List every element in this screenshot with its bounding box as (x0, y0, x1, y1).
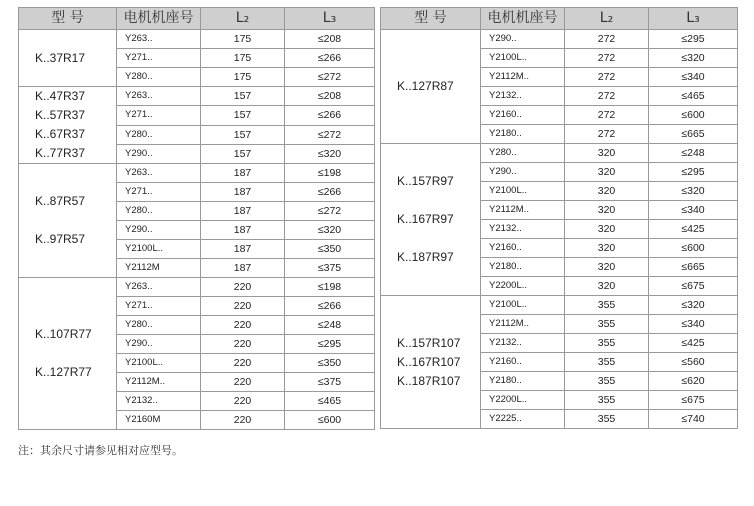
l3-cell: ≤620 (649, 372, 738, 391)
motor-frame-cell: Y271.. (117, 106, 201, 125)
model-name: K..67R37 (35, 127, 86, 141)
l2-cell: 187 (201, 164, 285, 183)
motor-frame-cell: Y2100L.. (481, 49, 565, 68)
l3-cell: ≤465 (649, 87, 738, 106)
l2-cell: 320 (565, 258, 649, 277)
l2-cell: 320 (565, 163, 649, 182)
l2-cell: 320 (565, 201, 649, 220)
l2-cell: 220 (201, 392, 285, 411)
table-row (19, 30, 375, 49)
motor-frame-cell: Y2112M (117, 259, 201, 278)
l2-cell: 355 (565, 315, 649, 334)
l3-cell: ≤320 (649, 182, 738, 201)
l3-cell: ≤320 (285, 144, 375, 163)
l2-cell: 355 (565, 353, 649, 372)
table-row (381, 296, 738, 315)
motor-frame-cell: Y2225.. (481, 410, 565, 429)
table-row (19, 278, 375, 297)
model-name: K..47R37 (35, 89, 86, 103)
l3-cell: ≤425 (649, 334, 738, 353)
motor-frame-cell: Y290.. (481, 30, 565, 49)
motor-frame-cell: Y2100L.. (117, 240, 201, 259)
l3-cell: ≤600 (285, 411, 375, 430)
motor-frame-cell: Y290.. (117, 335, 201, 354)
l2-cell: 220 (201, 316, 285, 335)
motor-frame-cell: Y2112M.. (117, 373, 201, 392)
l3-cell: ≤198 (285, 278, 375, 297)
l3-cell: ≤208 (285, 87, 375, 106)
motor-frame-cell: Y2132.. (481, 334, 565, 353)
l2-cell: 272 (565, 125, 649, 144)
motor-frame-cell: Y263.. (117, 278, 201, 297)
motor-frame-cell: Y280.. (117, 202, 201, 221)
model-cell (381, 144, 481, 296)
l2-cell: 187 (201, 202, 285, 221)
l3-cell: ≤295 (285, 335, 375, 354)
l3-cell: ≤375 (285, 259, 375, 278)
model-name: K..157R107 (397, 335, 461, 350)
l3-cell: ≤320 (649, 296, 738, 315)
motor-frame-cell: Y2180.. (481, 372, 565, 391)
model-cell (19, 164, 117, 278)
motor-frame-cell: Y263.. (117, 164, 201, 183)
l3-cell: ≤295 (649, 163, 738, 182)
l2-cell: 355 (565, 391, 649, 410)
table-body (19, 30, 375, 430)
l2-cell: 175 (201, 68, 285, 87)
l2-cell: 220 (201, 297, 285, 316)
l2-cell: 220 (201, 411, 285, 430)
motor-frame-cell: Y2200L.. (481, 277, 565, 296)
l3-cell: ≤665 (649, 258, 738, 277)
l3-cell: ≤675 (649, 277, 738, 296)
l2-cell: 187 (201, 183, 285, 202)
l3-cell: ≤560 (649, 353, 738, 372)
motor-frame-cell: Y263.. (117, 87, 201, 106)
model-cell (19, 87, 117, 164)
l2-cell: 320 (565, 144, 649, 163)
dimension-table-left (18, 7, 375, 430)
l2-cell: 157 (201, 144, 285, 163)
table-body (381, 30, 738, 429)
l3-cell: ≤266 (285, 183, 375, 202)
l3-cell: ≤266 (285, 49, 375, 68)
model-spacer (397, 191, 480, 210)
motor-frame-cell: Y271.. (117, 297, 201, 316)
header-l3: L₃ (649, 8, 738, 30)
motor-frame-cell: Y290.. (117, 221, 201, 240)
l2-cell: 220 (201, 373, 285, 392)
model-name: K..167R107 (397, 354, 461, 369)
motor-frame-cell: Y2160.. (481, 353, 565, 372)
l2-cell: 157 (201, 87, 285, 106)
header-motor: 电机机座号 (481, 8, 565, 30)
motor-frame-cell: Y280.. (117, 68, 201, 87)
motor-frame-cell: Y290.. (117, 144, 201, 163)
motor-frame-cell: Y2112M.. (481, 315, 565, 334)
header-model: 型 号 (19, 8, 117, 30)
model-name: K..107R77 (35, 327, 92, 341)
model-name: K..87R57 (35, 194, 86, 208)
l2-cell: 355 (565, 296, 649, 315)
model-name: K..37R17 (35, 50, 86, 65)
l2-cell: 272 (565, 30, 649, 49)
l3-cell: ≤208 (285, 30, 375, 49)
model-name: K..127R87 (397, 79, 454, 93)
header-l3: L₃ (285, 8, 375, 30)
footnote: 注：其余尺寸请参见相对应型号。 (18, 444, 183, 457)
l3-cell: ≤675 (649, 391, 738, 410)
model-spacer (35, 344, 116, 363)
l3-cell: ≤266 (285, 297, 375, 316)
model-name: K..187R107 (397, 373, 461, 388)
l3-cell: ≤198 (285, 164, 375, 183)
l3-cell: ≤340 (649, 201, 738, 220)
model-name: K..57R37 (35, 108, 86, 122)
l3-cell: ≤350 (285, 240, 375, 259)
l3-cell: ≤320 (285, 221, 375, 240)
model-name: K..77R37 (35, 146, 86, 160)
l3-cell: ≤375 (285, 373, 375, 392)
model-name: K..157R97 (397, 174, 454, 188)
header-row (19, 8, 375, 30)
model-cell (19, 30, 117, 87)
l2-cell: 187 (201, 240, 285, 259)
l3-cell: ≤425 (649, 220, 738, 239)
l2-cell: 272 (565, 68, 649, 87)
l2-cell: 320 (565, 239, 649, 258)
l2-cell: 355 (565, 410, 649, 429)
model-spacer (397, 229, 480, 248)
l2-cell: 355 (565, 334, 649, 353)
motor-frame-cell: Y2180.. (481, 125, 565, 144)
model-name: K..127R77 (35, 365, 92, 379)
motor-frame-cell: Y271.. (117, 183, 201, 202)
l2-cell: 175 (201, 30, 285, 49)
dimension-table-right (380, 7, 738, 429)
l2-cell: 157 (201, 106, 285, 125)
l3-cell: ≤600 (649, 239, 738, 258)
l3-cell: ≤740 (649, 410, 738, 429)
l2-cell: 320 (565, 220, 649, 239)
motor-frame-cell: Y2112M.. (481, 68, 565, 87)
l2-cell: 272 (565, 49, 649, 68)
l2-cell: 220 (201, 335, 285, 354)
model-name: K..97R57 (35, 232, 86, 246)
motor-frame-cell: Y2100L.. (481, 182, 565, 201)
motor-frame-cell: Y2180.. (481, 258, 565, 277)
motor-frame-cell: Y280.. (481, 144, 565, 163)
table-row (19, 164, 375, 183)
header-l2: L₂ (565, 8, 649, 30)
motor-frame-cell: Y2132.. (481, 87, 565, 106)
header-l2: L₂ (201, 8, 285, 30)
l3-cell: ≤248 (285, 316, 375, 335)
l3-cell: ≤340 (649, 315, 738, 334)
l3-cell: ≤665 (649, 125, 738, 144)
table-row (381, 30, 738, 49)
motor-frame-cell: Y2132.. (481, 220, 565, 239)
l2-cell: 187 (201, 221, 285, 240)
l3-cell: ≤320 (649, 49, 738, 68)
l2-cell: 187 (201, 259, 285, 278)
motor-frame-cell: Y280.. (117, 125, 201, 144)
l2-cell: 320 (565, 182, 649, 201)
motor-frame-cell: Y2160M (117, 411, 201, 430)
l2-cell: 355 (565, 372, 649, 391)
motor-frame-cell: Y2200L.. (481, 391, 565, 410)
l3-cell: ≤340 (649, 68, 738, 87)
l3-cell: ≤266 (285, 106, 375, 125)
motor-frame-cell: Y263.. (117, 30, 201, 49)
model-cell (381, 30, 481, 144)
model-name: K..187R97 (397, 250, 454, 264)
motor-frame-cell: Y2100L.. (117, 354, 201, 373)
model-cell (19, 278, 117, 430)
motor-frame-cell: Y271.. (117, 49, 201, 68)
l2-cell: 175 (201, 49, 285, 68)
l2-cell: 272 (565, 106, 649, 125)
l2-cell: 272 (565, 87, 649, 106)
l3-cell: ≤350 (285, 354, 375, 373)
motor-frame-cell: Y2160.. (481, 106, 565, 125)
header-row (381, 8, 738, 30)
model-name: K..167R97 (397, 212, 454, 226)
table-row (19, 87, 375, 106)
motor-frame-cell: Y2112M.. (481, 201, 565, 220)
l3-cell: ≤272 (285, 68, 375, 87)
l3-cell: ≤248 (649, 144, 738, 163)
l2-cell: 320 (565, 277, 649, 296)
motor-frame-cell: Y2160.. (481, 239, 565, 258)
motor-frame-cell: Y2100L.. (481, 296, 565, 315)
header-motor: 电机机座号 (117, 8, 201, 30)
l2-cell: 220 (201, 278, 285, 297)
model-spacer (35, 211, 116, 230)
model-cell (381, 296, 481, 429)
l2-cell: 220 (201, 354, 285, 373)
l3-cell: ≤600 (649, 106, 738, 125)
motor-frame-cell: Y290.. (481, 163, 565, 182)
l3-cell: ≤295 (649, 30, 738, 49)
header-model: 型 号 (381, 8, 481, 30)
l2-cell: 157 (201, 125, 285, 144)
motor-frame-cell: Y280.. (117, 316, 201, 335)
l3-cell: ≤272 (285, 125, 375, 144)
l3-cell: ≤465 (285, 392, 375, 411)
motor-frame-cell: Y2132.. (117, 392, 201, 411)
table-row (381, 144, 738, 163)
l3-cell: ≤272 (285, 202, 375, 221)
